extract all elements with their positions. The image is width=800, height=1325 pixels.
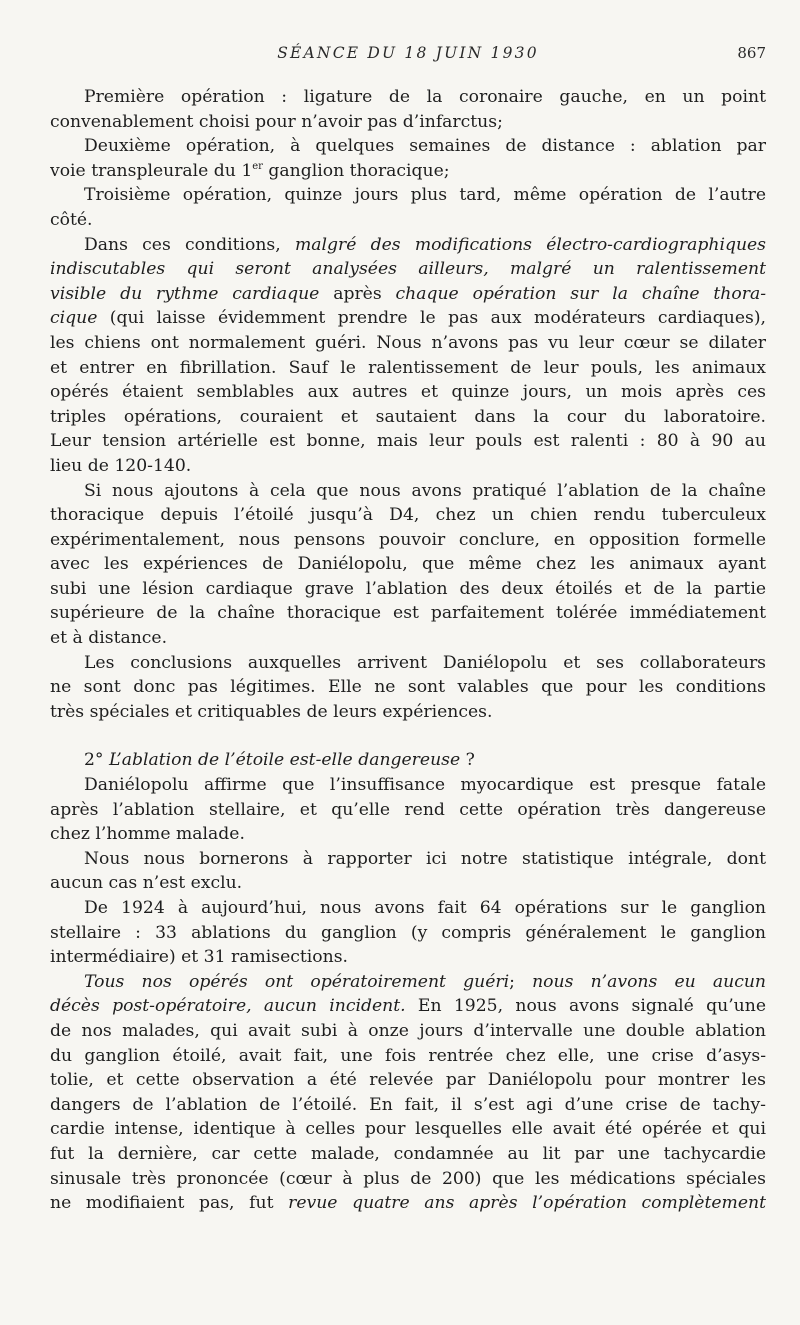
text-run: supérieure de la chaîne thoracique est parfaitement tolérée immédiatement — [50, 603, 766, 624]
text-run: subi une lésion cardiaque grave l’ablation des deux étoilés et de la partie — [50, 578, 766, 599]
text-line — [50, 552, 766, 577]
text-line — [50, 945, 766, 970]
text-line — [50, 994, 766, 1019]
text-line — [50, 970, 766, 995]
text-run: ne modifiaient pas, fut — [50, 1193, 289, 1214]
text-line — [50, 479, 766, 504]
text-line — [50, 429, 766, 454]
text-line — [50, 1117, 766, 1142]
text-line — [50, 1044, 766, 1069]
text-line — [50, 773, 766, 798]
text-run: très spéciales et critiquables de leurs expériences. — [50, 701, 493, 722]
text-run: avec les expériences de Daniélopolu, que même chez les animaux ayant — [50, 554, 766, 575]
italic-text: L’ablation de l’étoile est-elle dangereuse — [109, 750, 461, 771]
text-run: 2° — [84, 750, 109, 771]
text-run: dangers de l’ablation de l’étoilé. En fait, il s’est agi d’une crise de tachy- — [50, 1094, 766, 1115]
text-run: côté. — [50, 209, 93, 230]
italic-text: nous n’avons eu aucun — [532, 971, 766, 992]
text-run: après l’ablation stellaire, et qu’elle rend cette opération très dangereuse — [50, 799, 766, 820]
text-line — [50, 282, 766, 307]
text-line — [50, 651, 766, 676]
text-run: fut la dernière, car cette malade, condamnée au lit par une tachycardie — [50, 1143, 766, 1164]
text-line — [50, 847, 766, 872]
text-line — [50, 85, 766, 110]
text-line — [50, 380, 766, 405]
text-line — [50, 1019, 766, 1044]
text-run: et entrer en fibrillation. Sauf le ralentissement de leur pouls, les animaux — [50, 357, 766, 378]
text-line — [50, 1093, 766, 1118]
text-line — [50, 331, 766, 356]
text-line — [50, 405, 766, 430]
text-run: du ganglion étoilé, avait fait, une fois rentrée chez elle, une crise d’asys- — [50, 1045, 766, 1066]
italic-text: malgré des modifications électro-cardiographiques — [294, 234, 766, 255]
italic-text: chaque opération sur la chaîne thora- — [395, 283, 766, 304]
text-run: Dans ces conditions, — [84, 234, 295, 255]
text-run: En 1925, nous avons signalé qu’une — [405, 996, 766, 1017]
text-run: Première opération : ligature de la coronaire gauche, en un point — [84, 87, 766, 107]
text-line — [50, 577, 766, 602]
text-run: de nos malades, qui avait subi à onze jours d’intervalle une double ablation — [50, 1020, 766, 1041]
text-run: Deuxième opération, à quelques semaines de distance : ablation par — [84, 136, 766, 157]
text-line — [50, 675, 766, 700]
text-run: Les conclusions auxquelles arrivent Daniélopolu et ses collaborateurs — [84, 652, 766, 673]
text-run: tolie, et cette observation a été relevée par Daniélopolu pour montrer les — [50, 1070, 766, 1091]
text-line — [50, 134, 766, 159]
italic-text: indiscutables qui seront analysées ailleurs, malgré un ralentissement — [50, 259, 766, 280]
text-run: convenablement choisi pour n’avoir pas d’infarctus; — [50, 111, 503, 132]
text-line — [50, 921, 766, 946]
section-heading — [50, 748, 766, 773]
text-line — [50, 896, 766, 921]
text-run: ? — [460, 750, 475, 771]
text-run: Leur tension artérielle est bonne, mais leur pouls est ralenti : 80 à 90 au — [50, 431, 766, 452]
text-line — [50, 233, 766, 258]
text-run: ; — [509, 971, 533, 992]
text-line — [50, 871, 766, 896]
italic-text: visible du rythme cardiaque — [50, 283, 320, 304]
text-line — [50, 798, 766, 823]
text-run: sinusale très prononcée (cœur à plus de 200) que les médications spéciales — [50, 1168, 766, 1189]
text-run: les chiens ont normalement guéri. Nous n’avons pas vu leur cœur se dilater — [50, 332, 766, 353]
text-line — [50, 110, 766, 135]
text-run: après — [319, 283, 396, 304]
text-run: cardie intense, identique à celles pour lesquelles elle avait été opérée et qui — [50, 1119, 766, 1140]
text-line — [50, 1142, 766, 1167]
body-text — [50, 85, 766, 1216]
text-run: ganglion thoracique; — [262, 160, 450, 181]
text-line — [50, 700, 766, 725]
superscript: er — [252, 160, 263, 172]
text-line — [50, 1068, 766, 1093]
italic-text: revue quatre ans après l’opération complètement — [288, 1193, 766, 1214]
text-line — [50, 257, 766, 282]
text-line — [50, 528, 766, 553]
text-line — [50, 1167, 766, 1192]
text-run: Nous nous bornerons à rapporter ici notre statistique intégrale, dont — [84, 848, 766, 869]
page-number: 867 — [737, 44, 766, 62]
text-run: thoracique depuis l’étoilé jusqu’à D4, chez un chien rendu tuberculeux — [50, 505, 766, 526]
text-run: Si nous ajoutons à cela que nous avons pratiqué l’ablation de la chaîne — [84, 480, 766, 501]
italic-text: décès post-opératoire, aucun incident. — [50, 996, 406, 1017]
text-line — [50, 159, 766, 184]
header-title: SÉANCE DU 18 JUIN 1930 — [277, 44, 539, 62]
italic-text: cique — [50, 308, 98, 329]
text-run: chez l’homme malade. — [50, 824, 245, 845]
text-run: expérimentalement, nous pensons pouvoir conclure, en opposition formelle — [50, 529, 766, 550]
text-line — [50, 1191, 766, 1216]
text-run: intermédiaire) et 31 ramisections. — [50, 947, 348, 968]
text-run: ne sont donc pas légitimes. Elle ne sont valables que pour les conditions — [50, 677, 766, 698]
text-line — [50, 822, 766, 847]
text-run: (qui laisse évidemment prendre le pas aux modérateurs cardiaques), — [97, 308, 766, 329]
text-run: De 1924 à aujourd’hui, nous avons fait 64 opérations sur le ganglion — [84, 898, 766, 918]
text-line — [50, 601, 766, 626]
text-line — [50, 208, 766, 233]
section-gap — [50, 724, 766, 748]
running-header — [50, 44, 766, 68]
text-line — [50, 356, 766, 381]
text-line — [50, 306, 766, 331]
text-run: aucun cas n’est exclu. — [50, 873, 243, 894]
text-line — [50, 626, 766, 651]
text-run: et à distance. — [50, 628, 168, 649]
text-run: voie transpleurale du 1 — [50, 160, 253, 181]
text-line — [50, 183, 766, 208]
text-run: lieu de 120-140. — [50, 455, 192, 476]
text-run: stellaire : 33 ablations du ganglion (y compris généralement le ganglion — [50, 922, 766, 943]
text-run: opérés étaient semblables aux autres et quinze jours, un mois après ces — [50, 382, 766, 403]
text-line — [50, 503, 766, 528]
text-run: Troisième opération, quinze jours plus tard, même opération de l’autre — [84, 185, 766, 206]
italic-text: Tous nos opérés ont opératoirement guéri — [84, 971, 510, 992]
text-run: triples opérations, couraient et sautaient dans la cour du laboratoire. — [50, 406, 766, 427]
text-run: Daniélopolu affirme que l’insuffisance myocardique est presque fatale — [84, 775, 766, 796]
text-line — [50, 454, 766, 479]
